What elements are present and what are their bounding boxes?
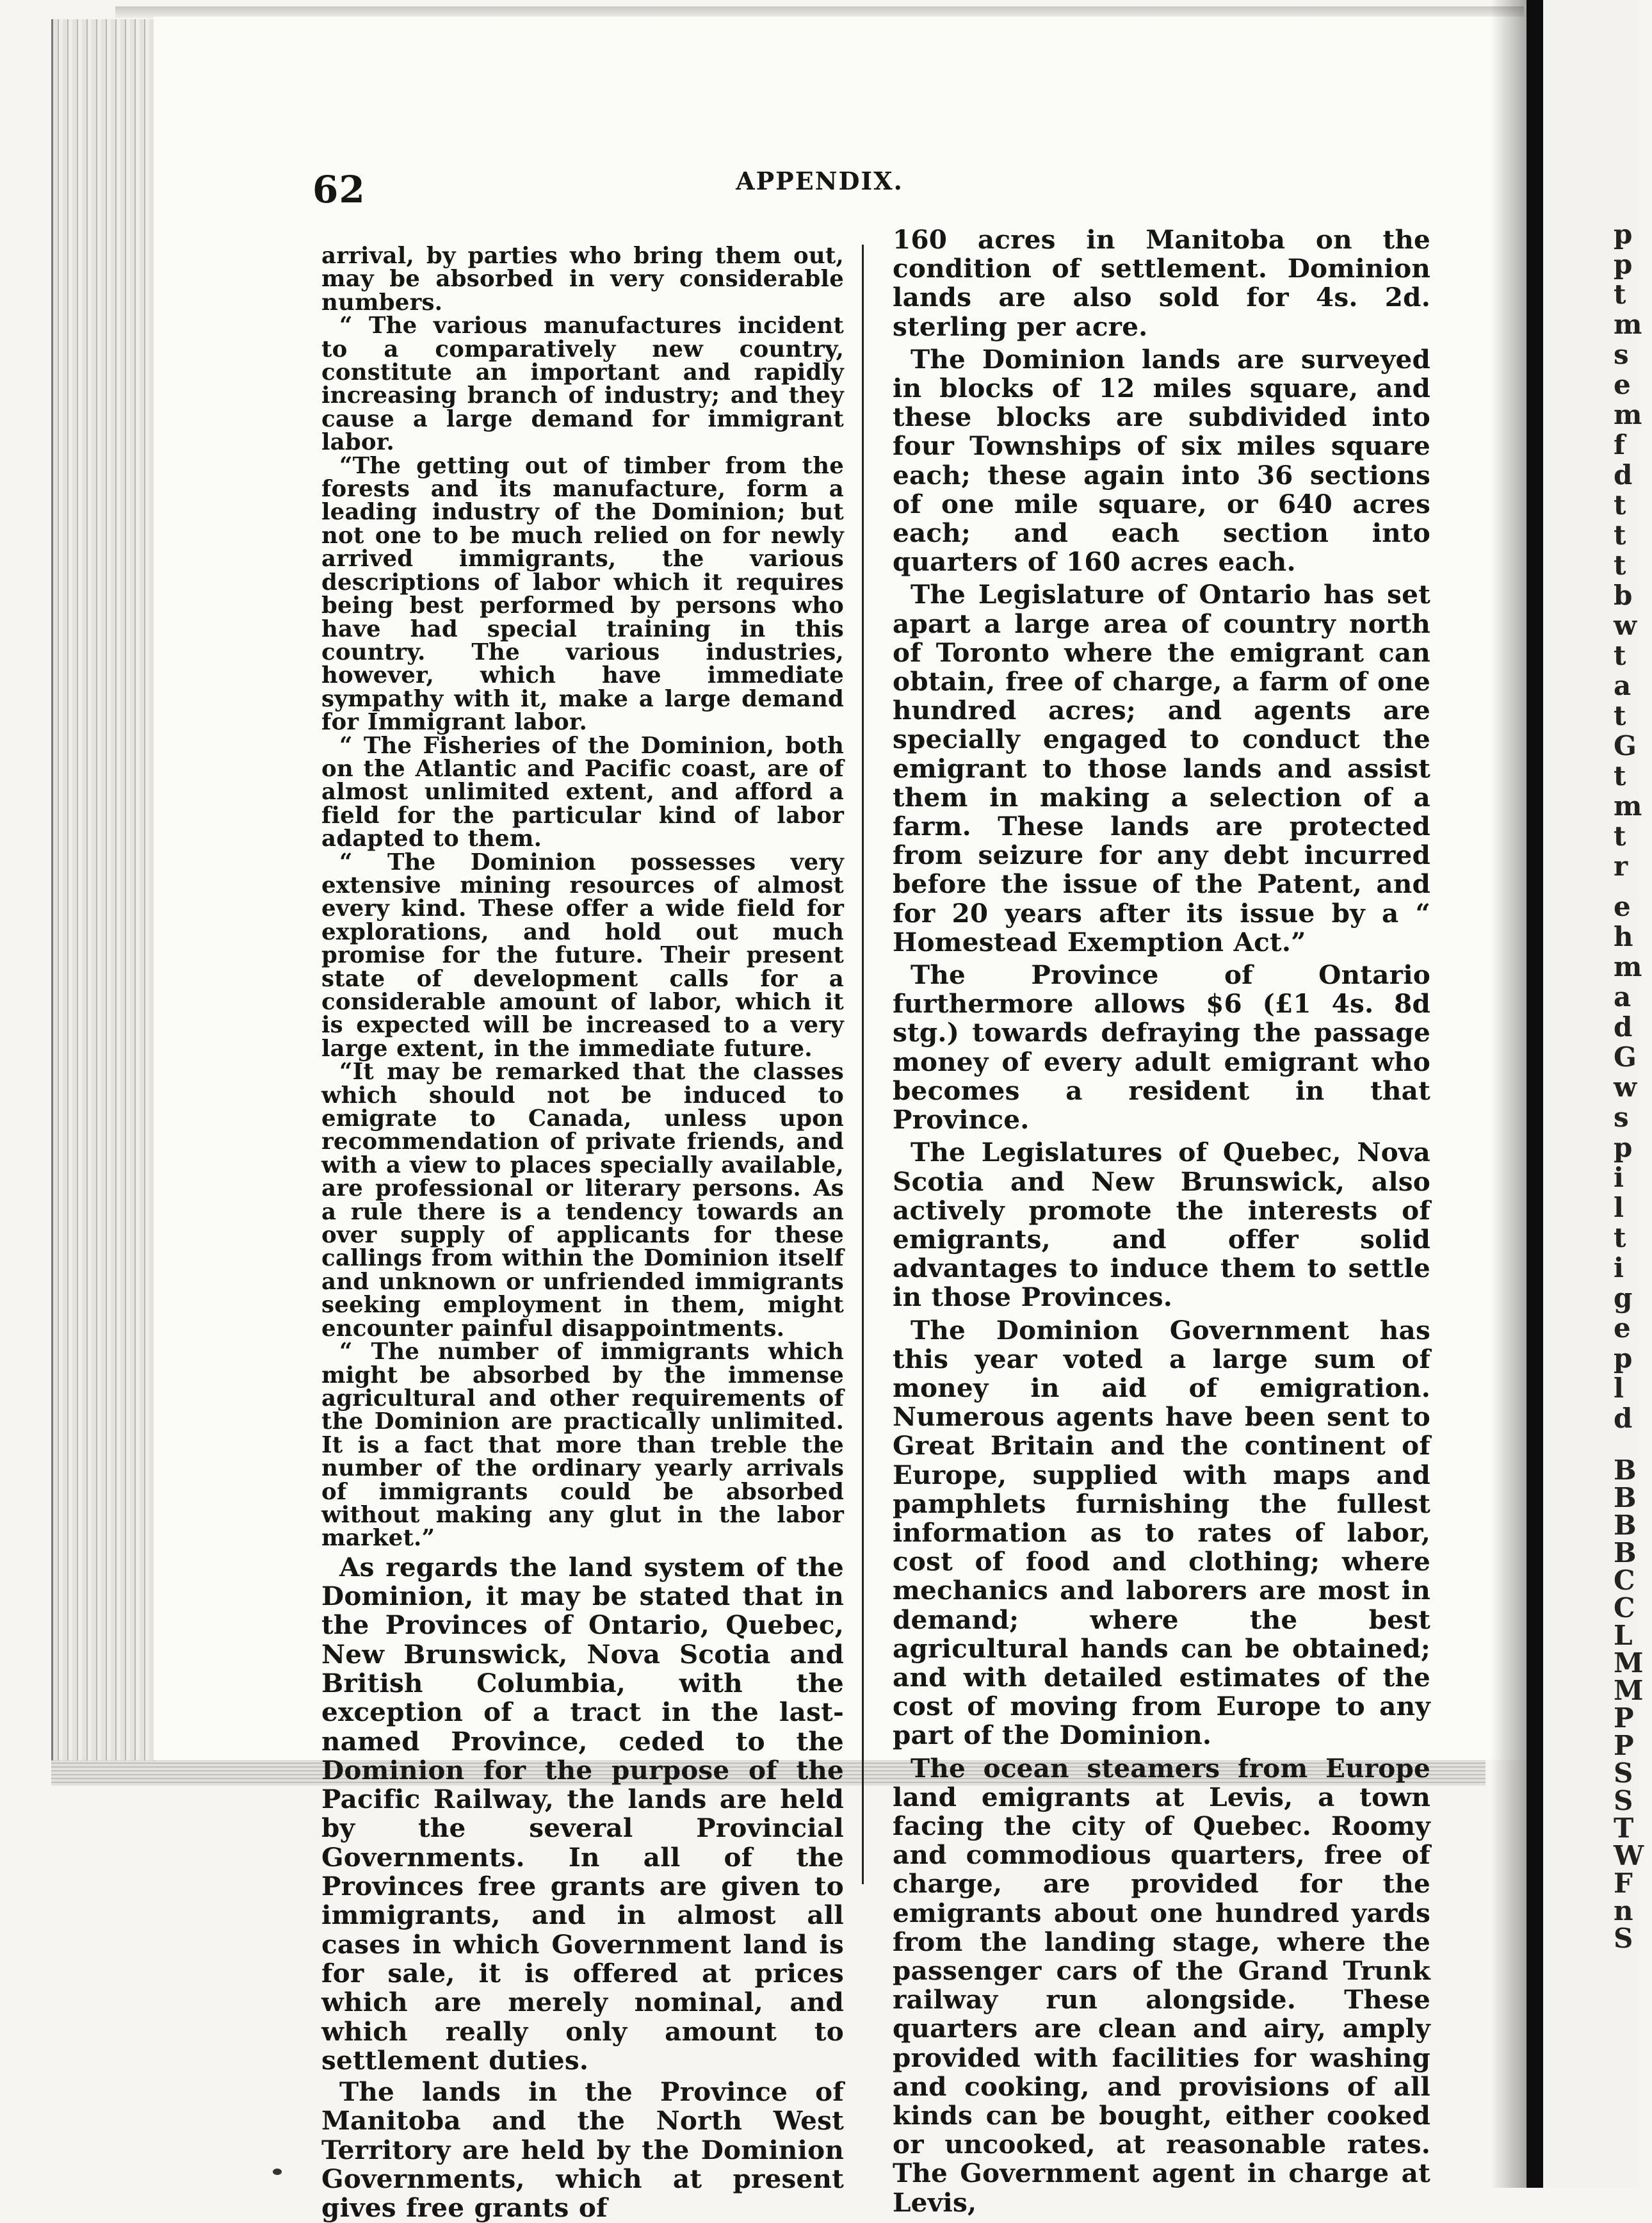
facing-page-fragment: m (1614, 951, 1642, 982)
facing-page-fragment: p (1614, 1132, 1633, 1163)
paragraph: The lands in the Province of Manitoba and the North West Territory are held by the Dominion Governments, which at present gives free grants of (321, 2076, 844, 2223)
facing-page-fragment: M (1614, 1675, 1644, 1706)
paragraph: “The getting out of timber from the forests and its manufacture, form a leading industry of the Dominion; but not one to be much relied on for newly arrived immigrants, the various descriptions of labor which it requires being best performed by persons who have had special training in this country. The various industries, however, which have immediate sympathy with it, make a large demand for Immigrant labor. (321, 452, 844, 736)
book-spine (1526, 0, 1543, 2188)
left-column (321, 245, 844, 2223)
paragraph: The ocean steamers from Europe land emigrants at Levis, a town facing the city of Quebec. Roomy and commodious quarters, free of charge, are provided for the emigrants about one hundred yards from the landing stage, where the passenger cars of the Grand Trunk railway run alongside. These quarters are clean and airy, amply provided with facilities for washing and cooking, and provisions of all kinds can be bought, either cooked or uncooked, at reasonable rates. The Government agent in charge at Levis, (893, 1752, 1430, 2218)
facing-page-fragment: i (1614, 1252, 1624, 1283)
paragraph: arrival, by parties who bring them out, may be absorbed in very considerable numbers. (321, 243, 844, 316)
facing-page-fragment: w (1614, 610, 1637, 641)
facing-page-fragment: e (1614, 369, 1631, 400)
facing-page-fragment: G (1614, 1041, 1637, 1073)
facing-page-fragment: d (1614, 459, 1633, 491)
facing-page-fragment: m (1614, 309, 1642, 340)
facing-page-fragment: r (1614, 851, 1628, 882)
paragraph: “ The number of immigrants which might be absorbed by the immense agricultural and other requirements of the Dominion are practically unlimited. It is a fact that more than treble the number of the ordinary yearly arrivals of immigrants could be absorbed without making any glut in the labor market.” (321, 1339, 844, 1552)
facing-page-fragment: g (1614, 1282, 1633, 1314)
paragraph: The Legislature of Ontario has set apart a large area of country north of Toronto where the emigrant can obtain, free of charge, a farm of one hundred acres; and agents are specially engaged to conduct the emigrant to those lands and assist them in making a selection of a farm. These lands are protected from seizure for any debt incurred before the issue of the Patent, and for 20 years after its issue by a “ Homestead Exemption Act.” (893, 579, 1430, 957)
facing-page-fragment: t (1614, 279, 1626, 310)
facing-page-fragment: L (1614, 1620, 1633, 1651)
facing-page-fragment: C (1614, 1592, 1635, 1624)
facing-page-fragment: G (1614, 730, 1637, 761)
paragraph: 160 acres in Manitoba on the condition of settlement. Dominion lands are also sold for 4s. 2d. sterling per acre. (893, 224, 1430, 342)
facing-page-fragment: t (1614, 519, 1626, 551)
facing-page-fragment: w (1614, 1071, 1637, 1103)
paragraph: “ The various manufactures incident to a comparatively new country, constitute an important and rapidly increasing branch of industry; and they cause a large demand for immigrant labor. (321, 313, 844, 456)
facing-page-fragment: T (1614, 1812, 1634, 1844)
facing-page-fragment: d (1614, 1011, 1633, 1043)
facing-page-fragment: t (1614, 760, 1626, 792)
facing-page-fragment: l (1614, 1372, 1624, 1404)
facing-page-fragment: h (1614, 921, 1633, 952)
facing-page-fragment: l (1614, 1192, 1624, 1223)
facing-page-fragment: B (1614, 1482, 1637, 1513)
facing-page (1543, 0, 1644, 2188)
facing-page-fragment: P (1614, 1730, 1634, 1761)
facing-page-fragment: B (1614, 1537, 1637, 1568)
paragraph: “ The Dominion possesses very extensive mining resources of almost every kind. These offer a wide field for explorations, and hold out much promise for the future. Their present state of development calls for a considerable amount of labor, which it is expected will be increased to a very large extent, in the immediate future. (321, 849, 844, 1062)
paragraph: “It may be remarked that the classes which should not be induced to emigrate to Canada, unless upon recommendation of private friends, and with a view to places specially available, are professional or literary persons. As a rule there is a tendency towards an over supply of applicants for these callings from within the Dominion itself and unknown or unfriended immigrants seeking employment in them, might encounter painful disappointments. (321, 1059, 844, 1342)
facing-page-fragment: p (1614, 1342, 1633, 1374)
facing-page-fragment: e (1614, 1312, 1631, 1344)
facing-page-fragment: M (1614, 1647, 1644, 1679)
paragraph: The Legislatures of Quebec, Nova Scotia and New Brunswick, also actively promote the interests of emigrants, and offer solid advantages to induce them to settle in those Provinces. (893, 1137, 1430, 1313)
paragraph: As regards the land system of the Dominion, it may be stated that in the Provinces of Ontario, Quebec, New Brunswick, Nova Scotia and British Columbia, with the exception of a tract in the last-named Province, ceded to the Dominion for the purpose of the Pacific Railway, the lands are held by the several Provincial Governments. In all of the Provinces free grants are given to immigrants, and in almost all cases in which Government land is for sale, it is offered at prices which are merely nominal, and which really only amount to settlement duties. (321, 1551, 844, 2076)
page-stack-edge (51, 19, 156, 1761)
facing-page-fragment: t (1614, 1222, 1626, 1253)
paragraph: The Province of Ontario furthermore allows $6 (£1 4s. 8d stg.) towards defraying the passage money of every adult emigrant who becomes a resident in that Province. (893, 959, 1430, 1136)
facing-page-fragment: f (1614, 429, 1626, 460)
facing-page-fragment: m (1614, 790, 1642, 822)
running-head: APPENDIX. (736, 167, 903, 195)
facing-page-fragment: s (1614, 1102, 1629, 1133)
facing-page-fragment: S (1614, 1923, 1633, 1954)
facing-page-fragment: P (1614, 1702, 1634, 1734)
facing-page-fragment: d (1614, 1403, 1633, 1434)
facing-page-fragment: a (1614, 670, 1632, 701)
facing-page-fragment: B (1614, 1510, 1637, 1541)
facing-page-fragment: p (1614, 248, 1633, 280)
facing-page-fragment: b (1614, 580, 1633, 611)
right-column (893, 225, 1430, 2217)
paragraph: The Dominion lands are surveyed in blocks of 12 miles square, and these blocks are subdivided into four Townships of six miles square each; these again into 36 sections of one mile square, or 640 acres each; and each section into quarters of 160 acres each. (893, 343, 1430, 578)
facing-page-fragment: t (1614, 820, 1626, 852)
facing-page-fragment: S (1614, 1785, 1633, 1816)
facing-page-fragment: i (1614, 1162, 1624, 1193)
facing-page-fragment: S (1614, 1757, 1633, 1789)
column-divider (862, 245, 864, 1884)
facing-page-fragment: t (1614, 640, 1626, 671)
facing-page-fragment: t (1614, 550, 1626, 581)
facing-page-fragment: t (1614, 700, 1626, 731)
facing-page-fragment: p (1614, 218, 1633, 250)
facing-page-fragment: B (1614, 1454, 1637, 1486)
facing-page-fragment: t (1614, 489, 1626, 521)
facing-page-fragment: F (1614, 1868, 1633, 1899)
paragraph: The Dominion Government has this year voted a large sum of money in aid of emigration. Numerous agents have been sent to Great Britain and the continent of Europe, supplied with maps and pamphlets furnishing the fullest information as to rates of labor, cost of food and clothing; where mechanics and laborers are most in demand; where the best agricultural hands can be obtained; and with detailed estimates of the cost of moving from Europe to any part of the Dominion. (893, 1314, 1430, 1751)
facing-page-fragment: a (1614, 981, 1632, 1013)
facing-page-fragment: s (1614, 339, 1629, 370)
facing-page-fragment: m (1614, 399, 1642, 430)
facing-page-fragment: n (1614, 1895, 1633, 1926)
facing-page-fragment: e (1614, 891, 1631, 922)
paragraph: “ The Fisheries of the Dominion, both on the Atlantic and Pacific coast, are of almost unlimited extent, and afford a field for the particular kind of labor adapted to them. (321, 732, 844, 852)
gutter-shadow (1491, 0, 1529, 2188)
facing-page-fragment: C (1614, 1565, 1635, 1596)
facing-page-fragment: W (1614, 1840, 1644, 1871)
page-number: 62 (312, 168, 366, 211)
scan-speck (273, 2169, 282, 2175)
